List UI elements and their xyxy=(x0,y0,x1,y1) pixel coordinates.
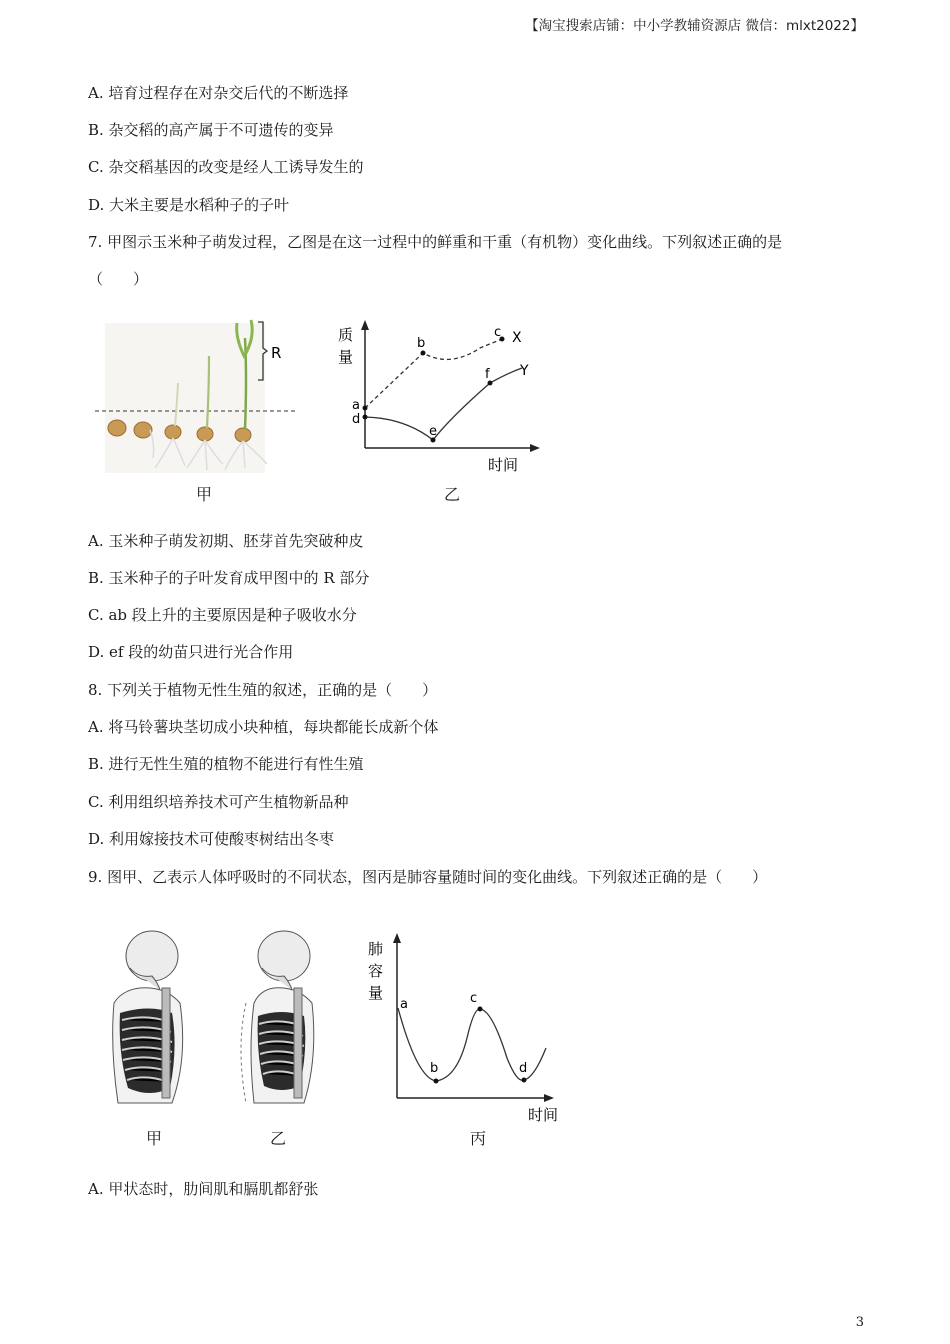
lung-point-b: b xyxy=(430,1061,439,1076)
q7-fig-jia-caption: 甲 xyxy=(196,485,213,504)
lung-y-axis-char1: 肺 xyxy=(368,940,384,958)
y-axis-label-char2: 量 xyxy=(338,348,354,366)
q8-option-c: C. 利用组织培养技术可产生植物新品种 xyxy=(88,793,349,811)
q9-option-a: A. 甲状态时，肋间肌和膈肌都舒张 xyxy=(88,1180,319,1198)
point-b: b xyxy=(417,336,426,351)
q7-option-b: B. 玉米种子的子叶发育成甲图中的 R 部分 xyxy=(88,569,370,587)
q7-fig-yi-caption: 乙 xyxy=(444,485,461,504)
q7-stem-brackets: （ ） xyxy=(88,270,149,288)
q7-option-d: D. ef 段的幼苗只进行光合作用 xyxy=(88,643,294,661)
page-header: 【淘宝搜索店铺：中小学教辅资源店 微信：mlxt2022】 xyxy=(525,18,864,34)
q6-option-d: D. 大米主要是水稻种子的子叶 xyxy=(88,196,290,214)
y-axis-label-char1: 质 xyxy=(338,326,354,344)
q6-option-c: C. 杂交稻基因的改变是经人工诱导发生的 xyxy=(88,158,364,176)
q8-option-b: B. 进行无性生殖的植物不能进行有性生殖 xyxy=(88,755,364,773)
x-axis-label: 时间 xyxy=(488,456,519,474)
lung-y-axis-char3: 量 xyxy=(368,984,384,1002)
q9-fig-yi-torso xyxy=(232,928,332,1118)
q7-fig-jia-germination xyxy=(95,318,305,478)
q9-fig-jia-caption: 甲 xyxy=(146,1129,163,1148)
q9-fig-jia-torso xyxy=(100,928,200,1118)
q6-option-b: B. 杂交稻的高产属于不可遗传的变异 xyxy=(88,121,334,139)
q9-fig-bing-lung-volume-curve xyxy=(362,928,572,1128)
series-x-label: X xyxy=(512,330,522,346)
point-e: e xyxy=(429,424,437,439)
lung-point-c: c xyxy=(470,991,478,1006)
q7-option-c: C. ab 段上升的主要原因是种子吸收水分 xyxy=(88,606,357,624)
lung-y-axis-char2: 容 xyxy=(368,962,384,980)
q7-option-a: A. 玉米种子萌发初期、胚芽首先突破种皮 xyxy=(88,532,364,550)
q8-option-a: A. 将马铃薯块茎切成小块种植，每块都能长成新个体 xyxy=(88,718,439,736)
q8-stem: 8. 下列关于植物无性生殖的叙述，正确的是（ ） xyxy=(88,681,438,699)
q6-option-a: A. 培育过程存在对杂交后代的不断选择 xyxy=(88,84,349,102)
r-label: R xyxy=(271,344,282,362)
page-number: 3 xyxy=(855,1315,864,1330)
point-c: c xyxy=(494,325,502,340)
series-y-label: Y xyxy=(520,363,529,379)
q9-stem: 9. 图甲、乙表示人体呼吸时的不同状态，图丙是肺容量随时间的变化曲线。下列叙述正确的是（ ） xyxy=(88,868,768,886)
point-d: d xyxy=(352,412,361,427)
q7-fig-yi-weight-curve xyxy=(330,318,550,478)
lung-x-axis-label: 时间 xyxy=(528,1106,559,1124)
q9-fig-bing-caption: 丙 xyxy=(470,1129,487,1148)
lung-point-a: a xyxy=(400,997,408,1012)
q9-fig-yi-caption: 乙 xyxy=(270,1129,287,1148)
lung-point-d: d xyxy=(519,1061,528,1076)
point-a: a xyxy=(352,398,360,413)
q7-stem: 7. 甲图示玉米种子萌发过程，乙图是在这一过程中的鲜重和干重（有机物）变化曲线。下列叙述正确的是 xyxy=(88,233,783,251)
point-f: f xyxy=(485,367,490,382)
q8-option-d: D. 利用嫁接技术可使酸枣树结出冬枣 xyxy=(88,830,335,848)
